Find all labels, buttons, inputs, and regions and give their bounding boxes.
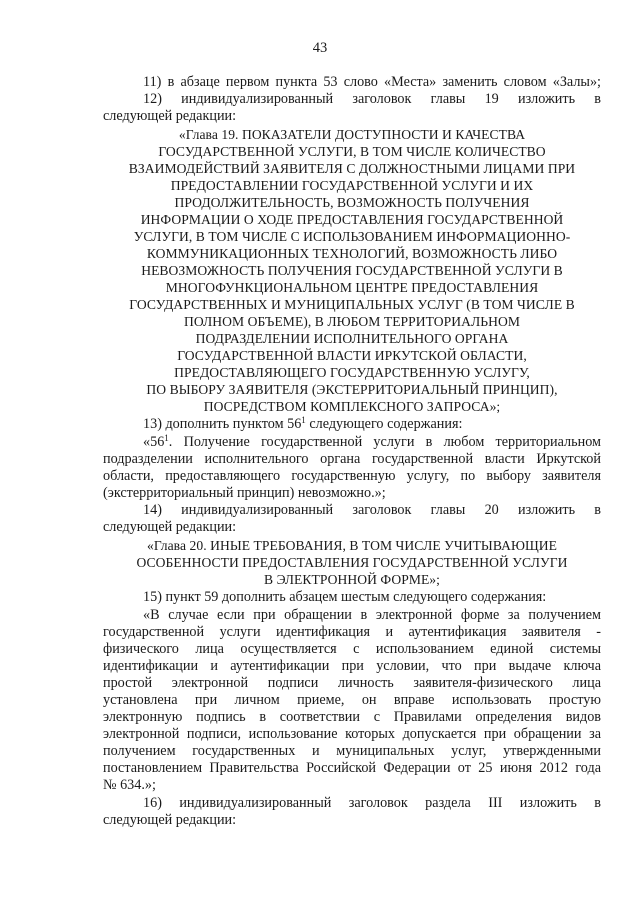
- text-line: электронную подпись в соответствии с Правилами определения видов: [103, 709, 601, 725]
- heading-line: ИНФОРМАЦИИ О ХОДЕ ПРЕДОСТАВЛЕНИЯ ГОСУДАРСТВЕННОЙ: [140, 212, 564, 227]
- heading-line: МНОГОФУНКЦИОНАЛЬНОМ ЦЕНТРЕ ПРЕДОСТАВЛЕНИЯ: [165, 280, 539, 295]
- text-line: 15) пункт 59 дополнить абзацем шестым следующего содержания:: [143, 589, 547, 605]
- text-line: подразделении исполнительного органа государственной власти Иркутской: [103, 451, 601, 467]
- heading-line: ОСОБЕННОСТИ ПРЕДОСТАВЛЕНИЯ ГОСУДАРСТВЕННОЙ УСЛУГИ: [136, 555, 568, 570]
- text-line: простой электронной подписи личность заявителя-физического лица: [103, 675, 601, 691]
- heading-line: ПОСРЕДСТВОМ КОМПЛЕКСНОГО ЗАПРОСА»;: [203, 399, 501, 414]
- text-line: 16) индивидуализированный заголовок раздела III изложить в: [143, 795, 601, 811]
- text-line: следующей редакции:: [103, 519, 237, 535]
- heading-line: ПОЛНОМ ОБЪЕМЕ), В ЛЮБОМ ТЕРРИТОРИАЛЬНОМ: [183, 314, 521, 329]
- heading-line: ГОСУДАРСТВЕННОЙ ВЛАСТИ ИРКУТСКОЙ ОБЛАСТИ,: [177, 348, 527, 363]
- heading-line: «Глава 20. ИНЫЕ ТРЕБОВАНИЯ, В ТОМ ЧИСЛЕ УЧИТЫВАЮЩИЕ: [147, 538, 557, 553]
- text-line: (экстерриториальный принцип) невозможно.»;: [103, 485, 386, 501]
- text-line: 12) индивидуализированный заголовок главы 19 изложить в: [143, 91, 601, 107]
- text-line: физического лица осуществляется с использованием единой системы: [103, 641, 601, 657]
- text-line: «$56^1$. Получение государственной услуги в любом территориальном: [143, 433, 601, 450]
- heading-line: «Глава 19. ПОКАЗАТЕЛИ ДОСТУПНОСТИ И КАЧЕСТВА: [178, 127, 526, 142]
- text-line: 11) в абзаце первом пункта 53 слово «Места» заменить словом «Залы»;: [143, 74, 601, 90]
- text-line: следующей редакции:: [103, 812, 237, 828]
- text-line: государственной услуги идентификация и аутентификация заявителя -: [103, 624, 601, 640]
- text-line: № 634.»;: [103, 777, 156, 793]
- heading-line: НЕВОЗМОЖНОСТЬ ПОЛУЧЕНИЯ ГОСУДАРСТВЕННОЙ УСЛУГИ В: [141, 263, 563, 278]
- text-line: идентификации и аутентификации при условии, что при выдаче ключа: [103, 658, 601, 674]
- heading-line: В ЭЛЕКТРОННОЙ ФОРМЕ»;: [264, 572, 440, 587]
- text-line: «В случае если при обращении в электронной форме за получением: [143, 607, 601, 623]
- heading-line: КОММУНИКАЦИОННЫХ ТЕХНОЛОГИЙ, ВОЗМОЖНОСТЬ ЛИБО: [146, 246, 558, 261]
- heading-line: ПРОДОЛЖИТЕЛЬНОСТЬ, ВОЗМОЖНОСТЬ ПОЛУЧЕНИЯ: [174, 195, 530, 210]
- heading-line: ПРЕДОСТАВЛЯЮЩЕГО ГОСУДАРСТВЕННУЮ УСЛУГУ,: [174, 365, 530, 380]
- text-line: установлена при личном приеме, он вправе использовать простую: [103, 692, 601, 708]
- text-line: 14) индивидуализированный заголовок главы 20 изложить в: [143, 502, 601, 518]
- heading-line: ПОДРАЗДЕЛЕНИИ ИСПОЛНИТЕЛЬНОГО ОРГАНА: [195, 331, 509, 346]
- text-line: 13) дополнить пунктом $56^1$ следующего содержания:: [143, 415, 463, 432]
- heading-line: УСЛУГИ, В ТОМ ЧИСЛЕ С ИСПОЛЬЗОВАНИЕМ ИНФОРМАЦИОННО-: [133, 229, 571, 244]
- text-line: следующей редакции:: [103, 108, 237, 124]
- text-line: электронной подписи, использование которых допускается при обращении за: [103, 726, 601, 742]
- heading-line: ПО ВЫБОРУ ЗАЯВИТЕЛЯ (ЭКСТЕРРИТОРИАЛЬНЫЙ ПРИНЦИП),: [146, 382, 558, 397]
- heading-line: ГОСУДАРСТВЕННЫХ И МУНИЦИПАЛЬНЫХ УСЛУГ (В ТОМ ЧИСЛЕ В: [129, 297, 575, 312]
- heading-line: ГОСУДАРСТВЕННОЙ УСЛУГИ, В ТОМ ЧИСЛЕ КОЛИЧЕСТВО: [158, 144, 546, 159]
- text-line: постановлением Правительства Российской Федерации от 25 июня 2012 года: [103, 760, 601, 776]
- page-number: 43: [312, 40, 328, 56]
- heading-line: ПРЕДОСТАВЛЕНИИ ГОСУДАРСТВЕННОЙ УСЛУГИ И ИХ: [170, 178, 534, 193]
- text-line: получением государственных и муниципальных услуг, утвержденными: [103, 743, 601, 759]
- text-line: области, предоставляющего государственную услугу, по выбору заявителя: [103, 468, 601, 484]
- heading-line: ВЗАИМОДЕЙСТВИЙ ЗАЯВИТЕЛЯ С ДОЛЖНОСТНЫМИ ЛИЦАМИ ПРИ: [128, 161, 576, 176]
